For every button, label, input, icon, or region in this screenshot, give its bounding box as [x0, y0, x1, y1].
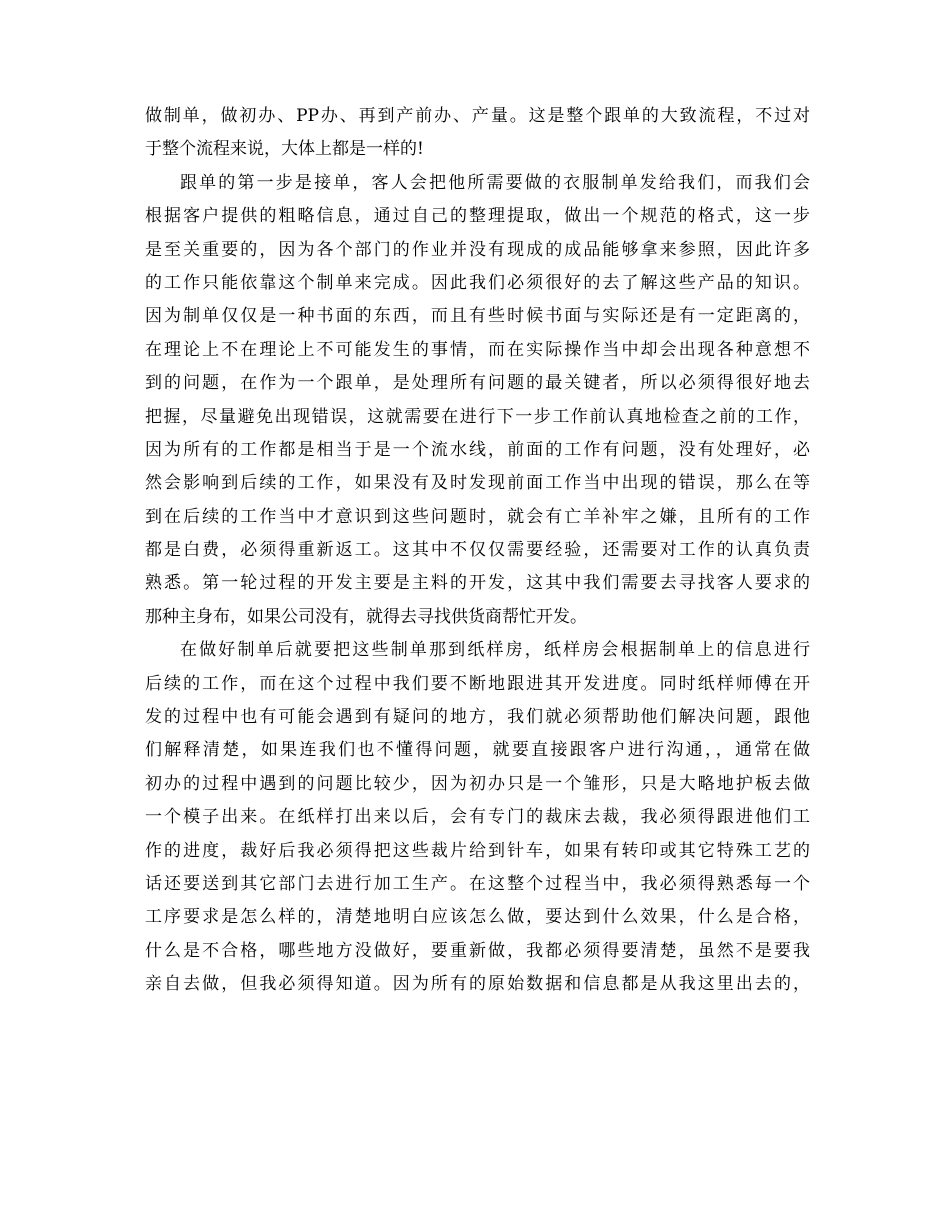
paragraph-3	[145, 634, 810, 1001]
document-body	[145, 100, 810, 1002]
text-line: 因为所有的工作都是相当于是一个流水线，前面的工作有问题，没有处理好，必	[145, 439, 810, 460]
text-line: 做制单，做初办、PP办、再到产前办、产量。这是整个跟单的大致流程，不过对	[145, 106, 810, 126]
text-line: 熟悉。第一轮过程的开发主要是主料的开发，这其中我们需要去寻找客人要求的	[145, 573, 810, 594]
text-line: 然会影响到后续的工作，如果没有及时发现前面工作当中出现的错误，那么在等	[145, 473, 810, 494]
text-line: 们解释清楚，如果连我们也不懂得问题，就要直接跟客户进行沟通，，通常在做	[145, 740, 810, 761]
text-line: 作的进度，裁好后我必须得把这些裁片给到针车，如果有转印或其它特殊工艺的	[145, 840, 810, 861]
text-line: 把握，尽量避免出现错误，这就需要在进行下一步工作前认真地检查之前的工作，	[145, 406, 810, 427]
text-line: 在做好制单后就要把这些制单那到纸样房，纸样房会根据制单上的信息进行	[180, 640, 810, 661]
text-line: 根据客户提供的粗略信息，通过自己的整理提取，做出一个规范的格式，这一步	[145, 206, 810, 227]
text-line: 初办的过程中遇到的问题比较少，因为初办只是一个雏形，只是大略地护板去做	[145, 773, 810, 794]
paragraph-2	[145, 167, 810, 634]
text-line: 亲自去做，但我必须得知道。因为所有的原始数据和信息都是从我这里出去的，	[145, 974, 810, 995]
text-line: 后续的工作，而在这个过程中我们要不断地跟进其开发进度。同时纸样师傅在开	[145, 673, 810, 694]
text-line: 因为制单仅仅是一种书面的东西，而且有些时候书面与实际还是有一定距离的，	[145, 306, 810, 327]
text-line: 在理论上不在理论上不可能发生的事情，而在实际操作当中却会出现各种意想不	[145, 339, 810, 360]
text-line: 的工作只能依靠这个制单来完成。因此我们必须很好的去了解这些产品的知识。	[145, 272, 810, 293]
text-line: 什么是不合格，哪些地方没做好，要重新做，我都必须得要清楚，虽然不是要我	[145, 940, 810, 961]
text-line: 发的过程中也有可能会遇到有疑问的地方，我们就必须帮助他们解决问题，跟他	[145, 707, 810, 728]
text-line: 话还要送到其它部门去进行加工生产。在这整个过程当中，我必须得熟悉每一个	[145, 873, 810, 894]
paragraph-1	[145, 100, 810, 167]
text-line: 到的问题，在作为一个跟单，是处理所有问题的最关键者，所以必须得很好地去	[145, 373, 810, 394]
text-line: 跟单的第一步是接单，客人会把他所需要做的衣服制单发给我们，而我们会	[180, 172, 810, 193]
text-line: 是至关重要的，因为各个部门的作业并没有现成的成品能够拿来参照，因此许多	[145, 239, 810, 260]
text-line: 都是白费，必须得重新返工。这其中不仅仅需要经验，还需要对工作的认真负责	[145, 540, 810, 561]
text-line: 工序要求是怎么样的，清楚地明白应该怎么做，要达到什么效果，什么是合格，	[145, 907, 810, 928]
text-line: 到在后续的工作当中才意识到这些问题时，就会有亡羊补牢之嫌，且所有的工作	[145, 506, 810, 527]
text-line: 于整个流程来说，大体上都是一样的!	[145, 139, 424, 160]
text-line: 一个模子出来。在纸样打出来以后，会有专门的裁床去裁，我必须得跟进他们工	[145, 807, 810, 828]
text-line: 那种主身布，如果公司没有，就得去寻找供货商帮忙开发。	[145, 606, 587, 627]
